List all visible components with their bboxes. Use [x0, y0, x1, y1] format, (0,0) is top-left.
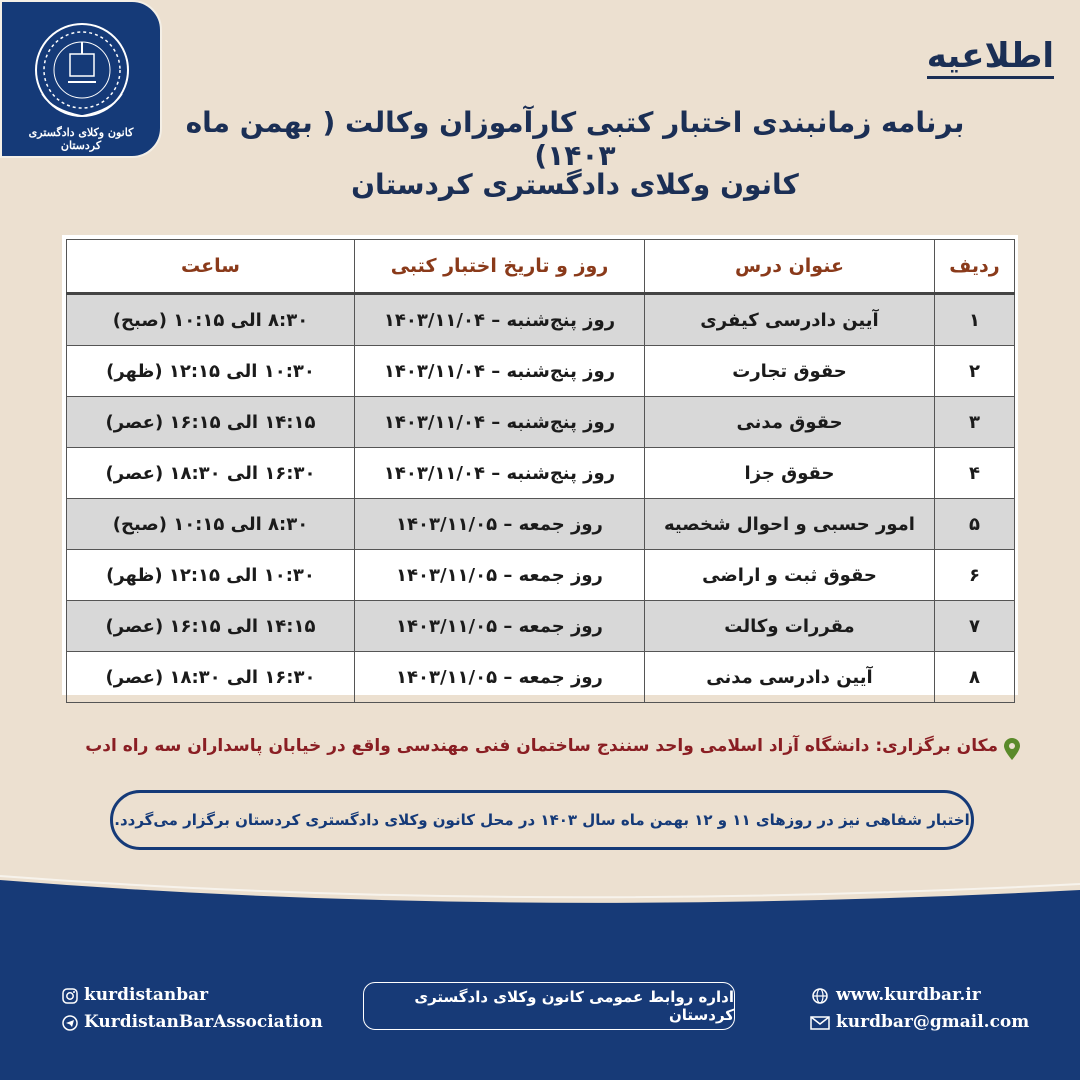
course-title: حقوق مدنی: [645, 397, 935, 448]
exam-date: روز جمعه – ۱۴۰۳/۱۱/۰۵: [355, 652, 645, 703]
exam-time: ۱۴:۱۵ الی ۱۶:۱۵ (عصر): [67, 397, 355, 448]
table-row: [67, 601, 1015, 652]
row-number: ۷: [935, 601, 1015, 652]
table-row: [67, 550, 1015, 601]
public-relations-text: اداره روابط عمومی کانون وکلای دادگستری کردستان: [414, 988, 734, 1024]
exam-date: روز پنج‌شنبه – ۱۴۰۳/۱۱/۰۴: [355, 294, 645, 346]
table-row: [67, 448, 1015, 499]
table-row: [67, 294, 1015, 346]
globe-icon: [812, 988, 828, 1004]
telegram-icon: [62, 1015, 78, 1031]
course-title: حقوق جزا: [645, 448, 935, 499]
course-title: مقررات وکالت: [645, 601, 935, 652]
table-row: [67, 652, 1015, 703]
column-header: عنوان درس: [645, 240, 935, 294]
venue-text: مکان برگزاری: دانشگاه آزاد اسلامی واحد سنندج ساختمان فنی مهندسی واقع در خیابان پاسداران سه راه ادب: [85, 736, 998, 756]
table-header-row: [67, 240, 1015, 294]
table-row: [67, 499, 1015, 550]
telegram-handle[interactable]: KurdistanBarAssociation: [84, 1012, 323, 1032]
row-number: ۴: [935, 448, 1015, 499]
table-row: [67, 346, 1015, 397]
exam-time: ۸:۳۰ الی ۱۰:۱۵ (صبح): [67, 294, 355, 346]
table-row: [67, 397, 1015, 448]
oral-exam-text: اختبار شفاهی نیز در روزهای ۱۱ و ۱۲ بهمن ماه سال ۱۴۰۳ در محل کانون وکلای دادگستری کردستان برگزار می‌گردد.: [114, 811, 970, 829]
exam-date: روز پنج‌شنبه – ۱۴۰۳/۱۱/۰۴: [355, 448, 645, 499]
logo-panel: [0, 0, 162, 158]
exam-date: روز جمعه – ۱۴۰۳/۱۱/۰۵: [355, 601, 645, 652]
row-number: ۶: [935, 550, 1015, 601]
notice-label: اطلاعیه: [927, 36, 1054, 79]
location-pin-icon: [1004, 738, 1020, 760]
website-link[interactable]: www.kurdbar.ir: [836, 985, 981, 1005]
exam-date: روز جمعه – ۱۴۰۳/۱۱/۰۵: [355, 499, 645, 550]
exam-date: روز پنج‌شنبه – ۱۴۰۳/۱۱/۰۴: [355, 346, 645, 397]
exam-time: ۱۴:۱۵ الی ۱۶:۱۵ (عصر): [67, 601, 355, 652]
course-title: آیین دادرسی کیفری: [645, 294, 935, 346]
column-header: روز و تاریخ اختبار کتبی: [355, 240, 645, 294]
exam-time: ۸:۳۰ الی ۱۰:۱۵ (صبح): [67, 499, 355, 550]
oral-exam-note: [110, 790, 974, 850]
public-relations-label: [363, 982, 735, 1030]
row-number: ۵: [935, 499, 1015, 550]
logo-caption: کانون وکلای دادگستری کردستان: [28, 126, 134, 152]
schedule-table-panel: [62, 235, 1018, 695]
mail-icon: [810, 1016, 830, 1030]
course-title: حقوق تجارت: [645, 346, 935, 397]
schedule-table: [66, 239, 1015, 703]
exam-time: ۱۰:۳۰ الی ۱۲:۱۵ (ظهر): [67, 550, 355, 601]
column-header: ردیف: [935, 240, 1015, 294]
instagram-handle[interactable]: kurdistanbar: [84, 985, 209, 1005]
page-subtitle: کانون وکلای دادگستری کردستان: [351, 168, 799, 201]
course-title: آیین دادرسی مدنی: [645, 652, 935, 703]
exam-time: ۱۰:۳۰ الی ۱۲:۱۵ (ظهر): [67, 346, 355, 397]
column-header: ساعت: [67, 240, 355, 294]
row-number: ۸: [935, 652, 1015, 703]
instagram-icon: [62, 988, 78, 1004]
email-link[interactable]: kurdbar@gmail.com: [836, 1012, 1030, 1032]
exam-time: ۱۶:۳۰ الی ۱۸:۳۰ (عصر): [67, 448, 355, 499]
page-title: برنامه زمانبندی اختبار کتبی کارآموزان وکالت ( بهمن ماه ۱۴۰۳): [185, 106, 965, 172]
exam-date: روز جمعه – ۱۴۰۳/۱۱/۰۵: [355, 550, 645, 601]
row-number: ۱: [935, 294, 1015, 346]
exam-time: ۱۶:۳۰ الی ۱۸:۳۰ (عصر): [67, 652, 355, 703]
course-title: امور حسبی و احوال شخصیه: [645, 499, 935, 550]
footer-background: [0, 870, 1080, 1080]
row-number: ۳: [935, 397, 1015, 448]
exam-date: روز پنج‌شنبه – ۱۴۰۳/۱۱/۰۴: [355, 397, 645, 448]
row-number: ۲: [935, 346, 1015, 397]
course-title: حقوق ثبت و اراضی: [645, 550, 935, 601]
